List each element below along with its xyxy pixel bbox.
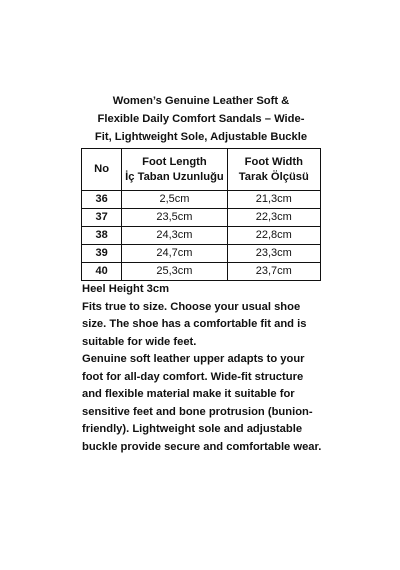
table-row [82,263,321,281]
foot-length-value: 24,3cm [122,227,227,245]
table-row [82,191,321,209]
foot-width-value: 21,3cm [227,191,320,209]
size-table [81,148,321,281]
header-foot-length [122,149,227,191]
fit-note: Fits true to size. Choose your usual shoe size. The shoe has a comfortable fit and is suitable for wide feet. [82,300,307,348]
size-number: 38 [82,227,122,245]
foot-length-value: 24,7cm [122,245,227,263]
table-header-row [82,149,321,191]
foot-width-value: 23,7cm [227,263,320,281]
header-foot-length-en: Foot Length [142,155,207,168]
header-foot-length-tr: İç Taban Uzunluğu [125,170,224,183]
title-line: Fit, Lightweight Sole, Adjustable Buckle [94,131,308,143]
foot-length-value: 2,5cm [122,191,227,209]
header-foot-width-en: Foot Width [244,155,303,168]
title-line: Flexible Daily Comfort Sandals – Wide- [97,113,305,125]
size-chart-card [79,90,323,456]
size-number: 39 [82,245,122,263]
table-row [82,209,321,227]
size-number: 37 [82,209,122,227]
heel-height: Heel Height 3cm [82,283,170,295]
product-title [79,90,323,148]
header-no: No [82,149,122,191]
table-row [82,227,321,245]
product-details [79,281,322,456]
foot-length-value: 25,3cm [122,263,227,281]
foot-width-value: 23,3cm [227,245,320,263]
title-line: Women’s Genuine Leather Soft & [112,95,290,107]
foot-length-value: 23,5cm [122,209,227,227]
size-number: 36 [82,191,122,209]
product-description: Genuine soft leather upper adapts to your foot for all-day comfort. Wide-fit structure and flexible material make it suitable for sensitive feet and bone protrusion (bunion-friendly). Lightweight sole and adjustable buckle provide secure and comfortable wear. [82,353,322,453]
header-foot-width-tr: Tarak Ölçüsü [238,170,309,183]
size-number: 40 [82,263,122,281]
foot-width-value: 22,3cm [227,209,320,227]
table-row [82,245,321,263]
foot-width-value: 22,8cm [227,227,320,245]
header-foot-width [227,149,320,191]
